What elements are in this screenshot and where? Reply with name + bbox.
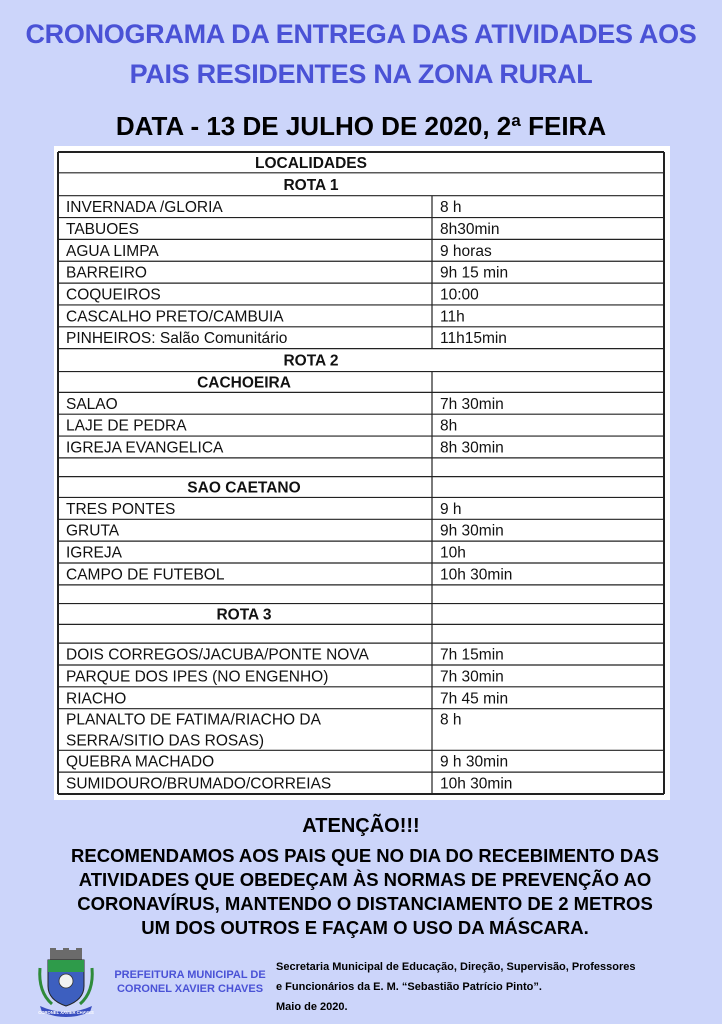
location-name: IGREJA — [66, 544, 122, 562]
delivery-time: 8 h — [440, 199, 462, 217]
location-name: CASCALHO PRETO/CAMBUIA — [66, 308, 284, 326]
delivery-time: 9 h — [440, 500, 462, 518]
delivery-time: 8h30min — [440, 220, 500, 238]
delivery-time: 7h 45 min — [440, 690, 509, 708]
schedule-table-grid — [54, 146, 670, 800]
logo-text: CORONEL XAVIER CHAVES — [38, 1010, 94, 1015]
location-name: INVERNADA /GLORIA — [66, 199, 223, 217]
delivery-time: 10:00 — [440, 286, 479, 304]
location-name: QUEBRA MACHADO — [66, 753, 215, 771]
delivery-time: 11h — [440, 308, 465, 326]
attention-heading: ATENÇÃO!!! — [302, 815, 420, 837]
delivery-time: 10h 30min — [440, 775, 513, 793]
date-heading: DATA - 13 DE JULHO DE 2020, 2ª FEIRA — [115, 111, 607, 141]
recommendation-line: RECOMENDAMOS AOS PAIS QUE NO DIA DO RECEBIMENTO DAS — [71, 845, 659, 866]
recommendation-line: CORONAVÍRUS, MANTENDO O DISTANCIAMENTO DE 2 METROS — [77, 893, 653, 914]
delivery-time: 8h 30min — [440, 439, 504, 457]
location-name: SALAO — [66, 395, 118, 413]
location-name: DOIS CORREGOS/JACUBA/PONTE NOVA — [66, 646, 369, 664]
schedule-table — [54, 146, 670, 800]
prefeitura-line-2: CORONEL XAVIER CHAVES — [116, 983, 264, 995]
title-line-2: PAIS RESIDENTES NA ZONA RURAL — [129, 59, 593, 89]
delivery-time: 9h 30min — [440, 522, 504, 540]
location-name: PINHEIROS: Salão Comunitário — [66, 330, 288, 348]
delivery-time: 7h 30min — [440, 395, 504, 413]
location-name: COQUEIROS — [66, 286, 161, 304]
delivery-time: 8h — [440, 417, 458, 435]
route-heading: ROTA 1 — [283, 176, 339, 194]
recommendation-text — [30, 844, 700, 940]
secretaria-signature — [276, 957, 716, 1017]
prefeitura-line-1: PREFEITURA MUNICIPAL DE — [114, 969, 266, 981]
delivery-time: 9h 15 min — [440, 264, 509, 282]
location-name: GRUTA — [66, 522, 120, 540]
secretaria-line-2: e Funcionários da E. M. “Sebastião Patrício Pinto”. — [276, 981, 542, 993]
delivery-time: 10h 30min — [440, 566, 513, 584]
location-name: BARREIRO — [66, 264, 147, 282]
page-title — [0, 14, 722, 94]
location-name: PARQUE DOS IPES (NO ENGENHO) — [66, 668, 329, 686]
delivery-time: 9 horas — [440, 242, 492, 260]
location-name: SUMIDOURO/BRUMADO/CORREIAS — [66, 775, 332, 793]
location-name-continued: SERRA/SITIO DAS ROSAS) — [66, 732, 265, 750]
title-line-1: CRONOGRAMA DA ENTREGA DAS ATIVIDADES AOS — [25, 19, 697, 49]
location-name: RIACHO — [66, 690, 127, 708]
secretaria-line-3: Maio de 2020. — [276, 1001, 348, 1013]
location-name: LAJE DE PEDRA — [66, 417, 187, 435]
delivery-time: 11h15min — [440, 330, 507, 348]
recommendation-line: UM DOS OUTROS E FAÇAM O USO DA MÁSCARA. — [141, 917, 589, 938]
route-heading: ROTA 2 — [283, 352, 339, 370]
location-name: AGUA LIMPA — [66, 242, 159, 260]
location-name: IGREJA EVANGELICA — [66, 439, 224, 457]
recommendation-line: ATIVIDADES QUE OBEDEÇAM ÀS NORMAS DE PREVENÇÃO AO — [78, 869, 652, 890]
location-name: CAMPO DE FUTEBOL — [66, 566, 225, 584]
delivery-time: 7h 30min — [440, 668, 504, 686]
route-subheading: CACHOEIRA — [197, 374, 291, 392]
location-name: TABUOES — [66, 220, 139, 238]
delivery-time: 7h 15min — [440, 646, 504, 664]
route-subheading: SAO CAETANO — [187, 479, 301, 497]
location-name: TRES PONTES — [66, 500, 176, 518]
location-name: PLANALTO DE FATIMA/RIACHO DA — [66, 711, 321, 729]
table-header-localidades: LOCALIDADES — [255, 154, 367, 172]
delivery-time: 10h — [440, 544, 466, 562]
delivery-time: 8 h — [440, 711, 462, 729]
municipal-coat-of-arms-icon — [34, 948, 98, 1018]
route-subheading: ROTA 3 — [216, 606, 272, 624]
secretaria-line-1: Secretaria Municipal de Educação, Direção, Supervisão, Professores — [276, 961, 636, 973]
delivery-time: 9 h 30min — [440, 753, 509, 771]
prefeitura-label — [105, 968, 275, 996]
